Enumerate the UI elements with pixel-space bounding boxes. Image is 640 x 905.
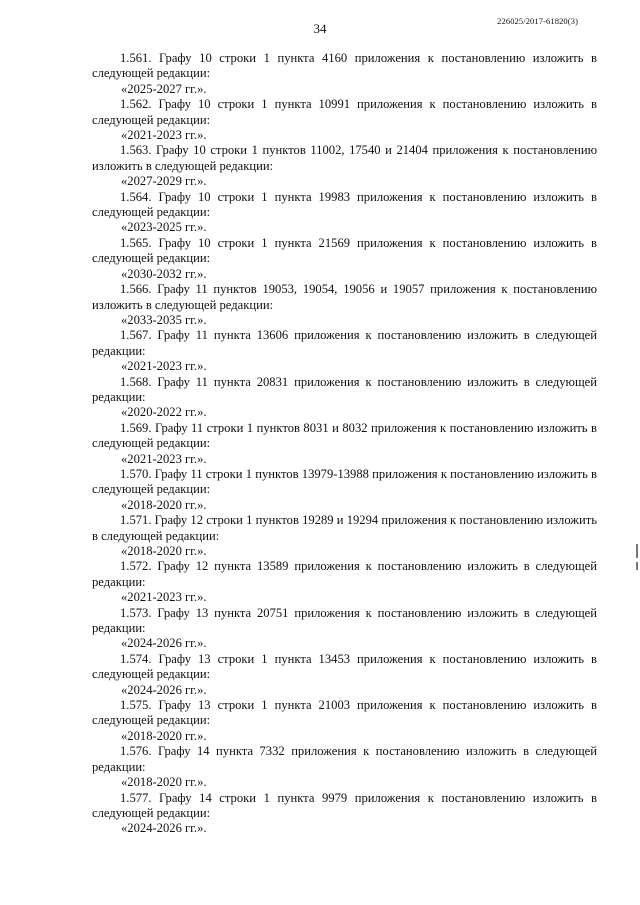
document-code: 226025/2017-61820(3): [497, 16, 578, 26]
page-number: 34: [313, 21, 327, 36]
amendment-quote: «2024-2026 гг.».: [121, 682, 207, 697]
amendment-paragraph: 1.570. Графу 11 строки 1 пунктов 13979-13988 приложения к постановлению изложить в следующей редакции:: [92, 466, 597, 497]
amendment-quote: «2033-2035 гг.».: [121, 312, 207, 327]
amendment-paragraph: 1.563. Графу 10 строки 1 пунктов 11002, 17540 и 21404 приложения к постановлению изложить в следующей редакции:: [92, 143, 597, 173]
amendment-paragraph: 1.564. Графу 10 строки 1 пункта 19983 приложения к постановлению изложить в следующей редакции:: [92, 189, 597, 220]
amendment-quote: «2020-2022 гг.».: [121, 405, 207, 420]
scan-edge-mark: [636, 562, 638, 570]
amendment-paragraph: 1.572. Графу 12 пункта 13589 приложения к постановлению изложить в следующей редакции:: [92, 559, 597, 589]
amendment-paragraph: 1.561. Графу 10 строки 1 пункта 4160 приложения к постановлению изложить в следующей редакции:: [92, 51, 597, 81]
amendment-quote: «2021-2023 гг.».: [121, 359, 207, 374]
amendment-paragraph: 1.567. Графу 11 пункта 13606 приложения к постановлению изложить в следующей редакции:: [92, 328, 597, 358]
document-body: [92, 51, 597, 837]
amendment-paragraph: 1.571. Графу 12 строки 1 пунктов 19289 и 19294 приложения к постановлению изложить в следующей редакции:: [92, 513, 597, 543]
amendment-quote: «2018-2020 гг.».: [121, 497, 207, 512]
amendment-quote: «2018-2020 гг.».: [121, 544, 207, 558]
amendment-paragraph: 1.574. Графу 13 строки 1 пункта 13453 приложения к постановлению изложить в следующей редакции:: [92, 651, 597, 682]
amendment-quote: «2025-2027 гг.».: [121, 81, 207, 96]
amendment-paragraph: 1.565. Графу 10 строки 1 пункта 21569 приложения к постановлению изложить в следующей редакции:: [92, 235, 597, 266]
amendment-paragraph: 1.568. Графу 11 пункта 20831 приложения к постановлению изложить в следующей редакции:: [92, 374, 597, 404]
amendment-paragraph: 1.576. Графу 14 пункта 7332 приложения к постановлению изложить в следующей редакции:: [92, 744, 597, 774]
amendment-quote: «2021-2023 гг.».: [121, 128, 207, 143]
amendment-quote: «2027-2029 гг.».: [121, 174, 207, 189]
amendment-paragraph: 1.577. Графу 14 строки 1 пункта 9979 приложения к постановлению изложить в следующей редакции:: [92, 790, 597, 820]
amendment-quote: «2021-2023 гг.».: [121, 451, 207, 466]
amendment-paragraph: 1.575. Графу 13 строки 1 пункта 21003 приложения к постановлению изложить в следующей редакции:: [92, 698, 597, 728]
amendment-paragraph: 1.569. Графу 11 строки 1 пунктов 8031 и 8032 приложения к постановлению изложить в следующей редакции:: [92, 420, 597, 451]
amendment-quote: «2024-2026 гг.».: [121, 821, 207, 836]
scan-edge-mark: [636, 544, 638, 558]
amendment-quote: «2018-2020 гг.».: [121, 728, 207, 743]
amendment-quote: «2021-2023 гг.».: [121, 590, 207, 605]
amendment-quote: «2018-2020 гг.».: [121, 775, 207, 790]
amendment-paragraph: 1.562. Графу 10 строки 1 пункта 10991 приложения к постановлению изложить в следующей редакции:: [92, 97, 597, 127]
amendment-quote: «2023-2025 гг.».: [121, 220, 207, 235]
amendment-paragraph: 1.573. Графу 13 пункта 20751 приложения к постановлению изложить в следующей редакции:: [92, 605, 597, 636]
amendment-paragraph: 1.566. Графу 11 пунктов 19053, 19054, 19056 и 19057 приложения к постановлению изложить в следующей редакции:: [92, 282, 597, 312]
amendment-quote: «2030-2032 гг.».: [121, 266, 207, 281]
amendment-quote: «2024-2026 гг.».: [121, 636, 207, 651]
